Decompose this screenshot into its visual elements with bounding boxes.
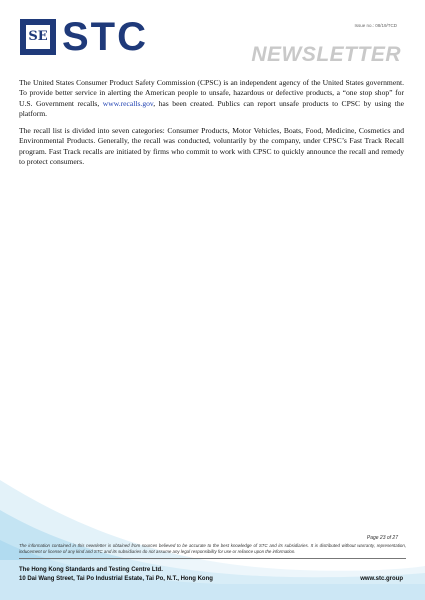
newsletter-title: NEWSLETTER bbox=[251, 43, 401, 66]
stc-logo bbox=[20, 15, 180, 59]
logo-mark-text: SE bbox=[26, 25, 50, 49]
paragraph-recall-categories: The recall list is divided into seven categories: Consumer Products, Motor Vehicles, Boats, Food, Medicine, Cosmetics and Environmental Products. Generally, the recall was conducted, voluntarily by the company, under CPSC’s Fast Track Recall program. Fast Track recalls are initiated by firms who commit to work with CPSC to quickly announce the recall and remedy to protect consumers. bbox=[19, 126, 404, 167]
logo-text: STC bbox=[62, 15, 148, 59]
logo-mark bbox=[20, 19, 56, 55]
recalls-gov-link[interactable]: www.recalls.gov bbox=[102, 98, 154, 108]
company-name: The Hong Kong Standards and Testing Centre Ltd. bbox=[19, 567, 163, 573]
paragraph-cpsc-intro bbox=[19, 78, 404, 120]
website-link[interactable]: www.stc.group bbox=[360, 576, 403, 582]
page-number: Page 23 of 27 bbox=[366, 535, 398, 541]
paragraph-text: , has been created. Publics can report unsafe products to CPSC by using the platform. bbox=[19, 98, 404, 119]
disclaimer: The information contained in this newsletter is obtained from sources believed to be accurate to the best knowledge of STC and its subsidiaries. It is distributed without warranty, representation, inducement or license of any kind and STC and its subsidiaries do not assume any legal responsibility for use or reliance upon the information. bbox=[19, 543, 406, 554]
issue-number: Issue no.: 08/19/TCD bbox=[354, 23, 397, 28]
paragraph-text: The United States Consumer Product Safety Commission (CPSC) is an independent agency of the United States government. To provide better service in alerting the American people to unsafe, hazardous or defective products, a “one stop shop” for U.S. Government recalls, bbox=[19, 78, 404, 108]
footer-divider bbox=[19, 558, 406, 559]
company-address: 10 Dai Wang Street, Tai Po Industrial Estate, Tai Po, N.T., Hong Kong bbox=[19, 576, 213, 582]
